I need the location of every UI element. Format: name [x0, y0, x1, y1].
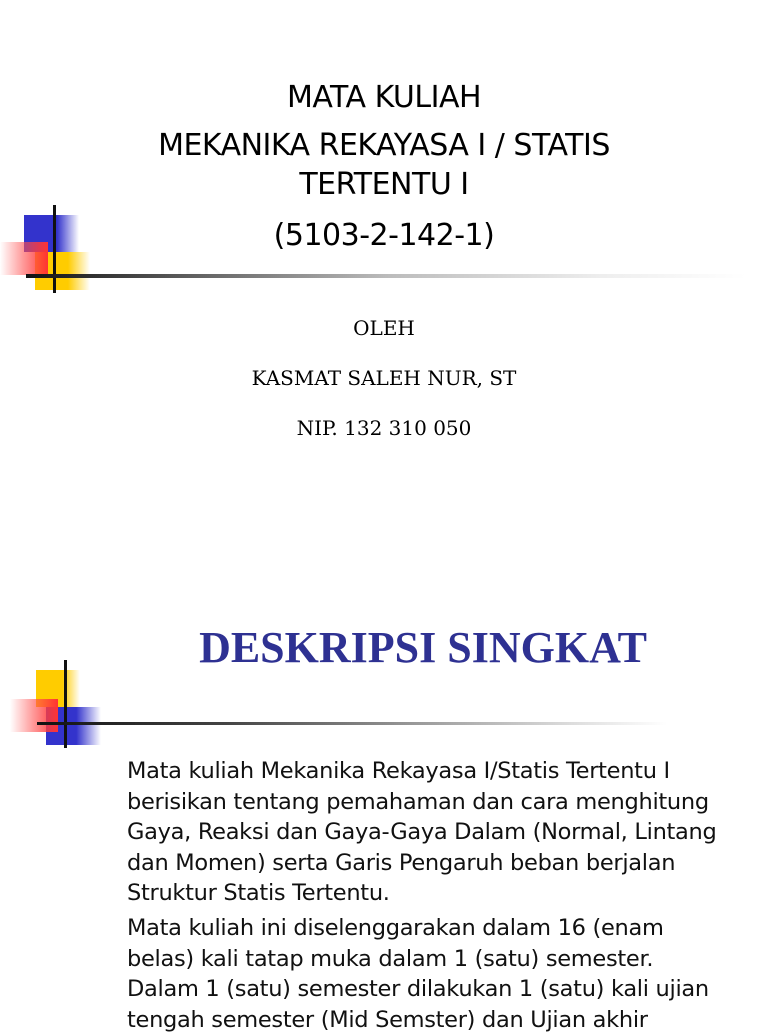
title-line-2: MEKANIKA REKAYASA I / STATIS	[0, 128, 768, 163]
author-nip: NIP. 132 310 050	[0, 416, 768, 440]
text-line: Dalam 1 (satu) semester dilakukan 1 (satu) kali ujian	[127, 974, 747, 1005]
title-line-3: TERTENTU I	[0, 167, 768, 202]
text-line: Mata kuliah Mekanika Rekayasa I/Statis Tertentu I	[127, 756, 747, 787]
title-slide	[0, 0, 768, 512]
text-line: belas) kali tatap muka dalam 1 (satu) semester.	[127, 944, 747, 975]
text-line: dan Momen) serta Garis Pengaruh beban berjalan	[127, 848, 747, 879]
text-line: Struktur Statis Tertentu.	[127, 878, 747, 909]
horizontal-rule	[37, 722, 667, 725]
description-slide	[0, 512, 768, 1024]
author-name: KASMAT SALEH NUR, ST	[0, 366, 768, 390]
vertical-rule	[64, 660, 67, 748]
horizontal-rule	[26, 274, 746, 278]
red-square	[10, 699, 58, 732]
text-line: berisikan tentang pemahaman dan cara menghitung	[127, 787, 747, 818]
slide-title: DESKRIPSI SINGKAT	[0, 622, 768, 673]
text-line: Mata kuliah ini diselenggarakan dalam 16 (enam	[127, 913, 747, 944]
title-line-1: MATA KULIAH	[0, 80, 768, 115]
text-line: Gaya, Reaksi dan Gaya-Gaya Dalam (Normal, Lintang	[127, 817, 747, 848]
course-code: (5103-2-142-1)	[0, 218, 768, 253]
description-paragraph-2	[127, 913, 747, 1035]
by-label: OLEH	[0, 316, 768, 340]
text-line: tengah semester (Mid Semster) dan Ujian akhir	[127, 1005, 747, 1035]
description-paragraph-1	[127, 756, 747, 909]
